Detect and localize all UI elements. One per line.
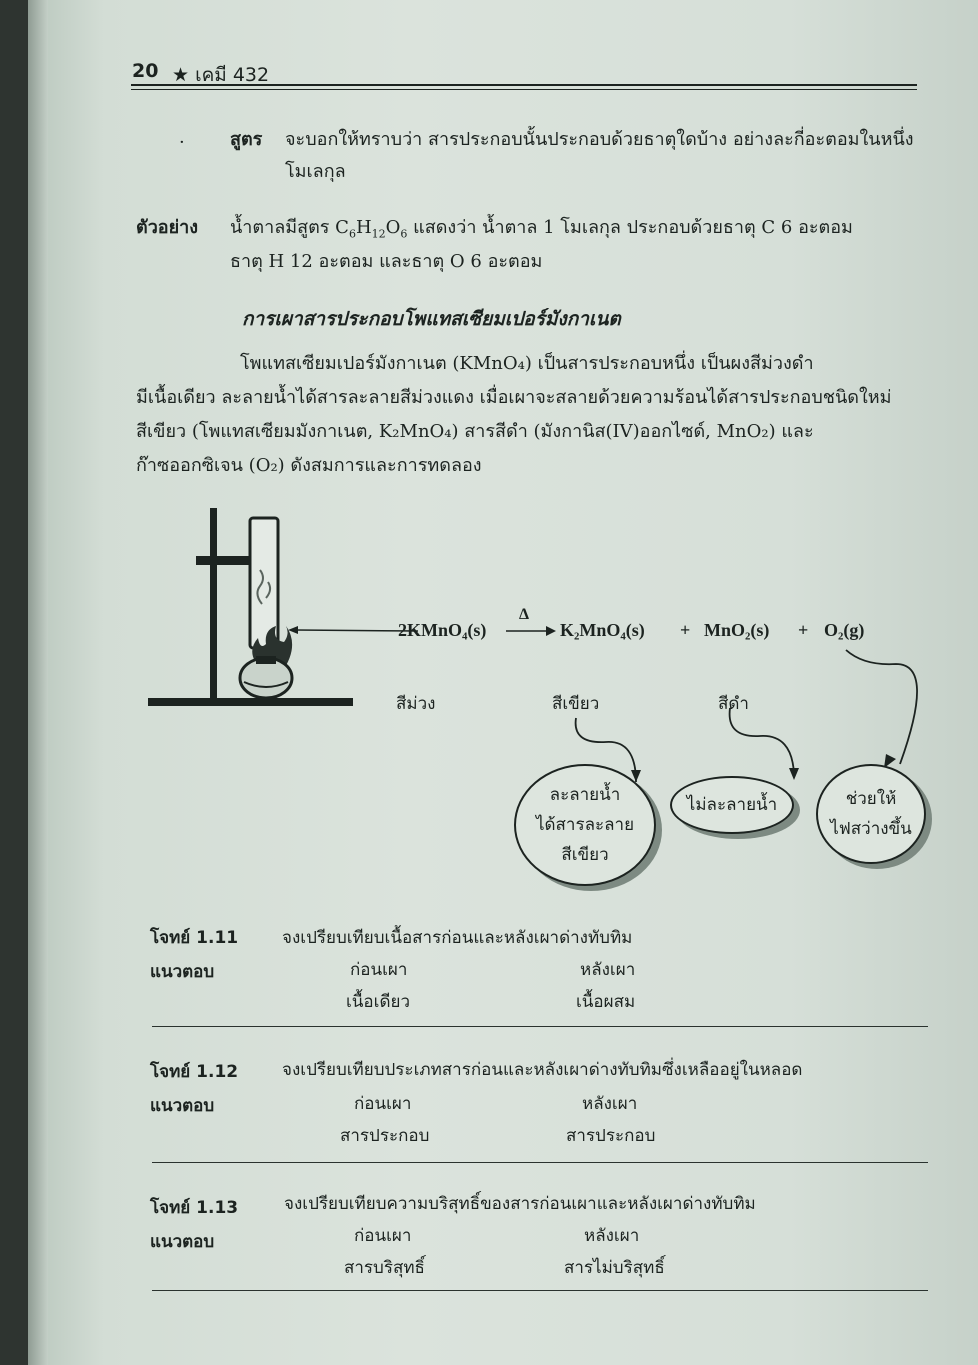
example-text-d: แสดงว่า น้ำตาล 1 โมเลกุล ประกอบด้วยธาตุ C 6 อะตอม [413, 217, 853, 238]
book-page [28, 0, 978, 1365]
example-line2: ธาตุ H 12 อะตอม และธาตุ O 6 อะตอม [230, 251, 543, 272]
burner-neck [256, 656, 276, 664]
stand-base [148, 698, 353, 706]
paragraph-line3: สีเขียว (โพแทสเซียมมังกาเนต, K₂MnO₄) สารสีดำ (มังกานิส(IV)ออกไซด์, MnO₂) และ [136, 421, 814, 442]
q1-answer-label: แนวตอบ [150, 962, 215, 982]
header-rule-thin [131, 89, 917, 90]
eq-plus2: + [798, 620, 809, 640]
apparatus-illustration [138, 500, 418, 715]
q3-separator [152, 1290, 928, 1291]
q3-before-heading: ก่อนเผา [354, 1226, 412, 1246]
q2-text: จงเปรียบเทียบประเภทสารก่อนและหลังเผาด่างทับทิมซึ่งเหลืออยู่ในหลอด [282, 1060, 803, 1080]
eq-reactant: 2KMnO₄(s) [398, 620, 487, 640]
q2-before-value: สารประกอบ [340, 1126, 430, 1146]
q1-label: โจทย์ 1.11 [150, 928, 239, 948]
bubble1-line3: สีเขียว [561, 845, 609, 865]
sub-o: 6 [400, 227, 408, 241]
bubble-dissolves [514, 764, 656, 886]
q2-label: โจทย์ 1.12 [150, 1062, 239, 1082]
eq-plus1: + [680, 620, 691, 640]
q1-separator [152, 1026, 928, 1027]
book-spine [28, 0, 48, 1365]
section-heading: การเผาสารประกอบโพแทสเซียมเปอร์มังกาเนต [242, 308, 621, 330]
q1-text: จงเปรียบเทียบเนื้อสารก่อนและหลังเผาด่างทับทิม [282, 928, 633, 948]
q1-before-heading: ก่อนเผา [350, 960, 408, 980]
eq-product1: K₂MnO₄(s) [560, 620, 645, 640]
running-title: ★ เคมี 432 [172, 64, 270, 86]
sub-c: 6 [348, 227, 356, 241]
eq-product2: MnO₂(s) [704, 620, 770, 640]
bubble1-line1: ละลายน้ำ [549, 785, 621, 805]
q3-label: โจทย์ 1.13 [150, 1198, 239, 1218]
q1-before-value: เนื้อเดียว [346, 992, 410, 1012]
q3-after-heading: หลังเผา [584, 1226, 640, 1246]
example-label: ตัวอย่าง [136, 217, 199, 238]
color-label-black: สีดำ [718, 694, 749, 714]
example-text-a: น้ำตาลมีสูตร C [230, 217, 349, 238]
stand-rod [210, 508, 217, 700]
q3-after-value: สารไม่บริสุทธิ์ [564, 1258, 665, 1278]
bubble2-line1: ไม่ละลายน้ำ [686, 795, 778, 815]
q3-before-value: สารบริสุทธิ์ [344, 1258, 425, 1278]
bubble3-line1: ช่วยให้ [845, 789, 897, 809]
bubble-brighter-flame [816, 764, 926, 864]
q2-separator [152, 1162, 928, 1163]
q3-answer-label: แนวตอบ [150, 1232, 215, 1252]
page-number: 20 [132, 60, 159, 82]
bubble-insoluble [670, 776, 794, 834]
bubble3-line2: ไฟสว่างขึ้น [830, 819, 912, 839]
formula-def-line2: โมเลกุล [285, 161, 346, 182]
q2-before-heading: ก่อนเผา [354, 1094, 412, 1114]
eq-delta: Δ [519, 606, 530, 623]
q2-after-heading: หลังเผา [582, 1094, 638, 1114]
example-line1 [230, 214, 853, 249]
header-rule [131, 84, 917, 86]
paragraph-line2: มีเนื้อเดียว ละลายน้ำได้สารละลายสีม่วงแดง เมื่อเผาจะสลายด้วยความร้อนได้สารประกอบชนิดใหม่ [136, 387, 892, 408]
paragraph-line1: โพแทสเซียมเปอร์มังกาเนต (KMnO₄) เป็นสารประกอบหนึ่ง เป็นผงสีม่วงดำ [240, 353, 814, 374]
q3-text: จงเปรียบเทียบความบริสุทธิ์ของสารก่อนเผาและหลังเผาด่างทับทิม [284, 1194, 756, 1214]
formula-def-line1: จะบอกให้ทราบว่า สารประกอบนั้นประกอบด้วยธาตุใดบ้าง อย่างละกี่อะตอมในหนึ่ง [285, 129, 914, 150]
q2-answer-label: แนวตอบ [150, 1096, 215, 1116]
formula-term: สูตร [230, 129, 263, 150]
bubble1-line2: ได้สารละลาย [535, 815, 635, 835]
bullet-dot: · [179, 132, 185, 153]
q2-after-value: สารประกอบ [566, 1126, 656, 1146]
color-label-purple: สีม่วง [396, 694, 436, 714]
reaction-arrow [506, 624, 556, 638]
color-label-green: สีเขียว [552, 694, 600, 714]
sub-h: 12 [371, 227, 386, 241]
q1-after-value: เนื้อผสม [576, 992, 636, 1012]
example-text-b: H [355, 217, 372, 238]
q1-after-heading: หลังเผา [580, 960, 636, 980]
eq-product3: O₂(g) [824, 620, 865, 640]
paragraph-line4: ก๊าซออกซิเจน (O₂) ดังสมการและการทดลอง [136, 455, 482, 476]
example-text-c: O [385, 217, 401, 238]
